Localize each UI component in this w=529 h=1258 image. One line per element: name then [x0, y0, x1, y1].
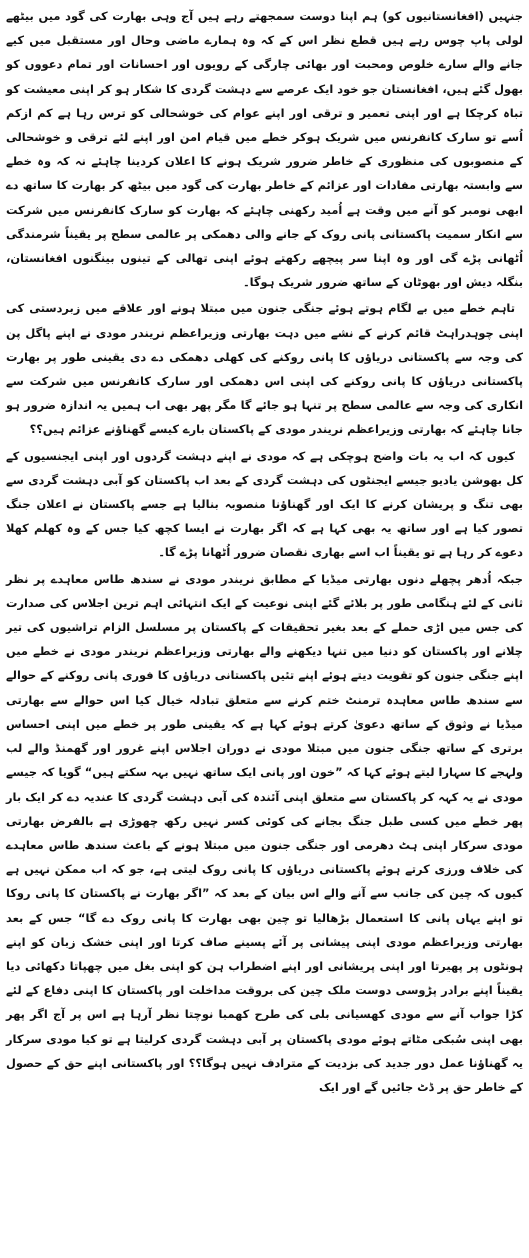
article-paragraph-3: کیوں کہ اب یہ بات واضح ہوچکی ہے کہ مودی نے اپنے دہشت گردوں اور اپنی ایجنسیوں کے کل بھوشن یادیو جیسے ایجنٹوں کی دہشت گردی کے بعد اب پاکستان کو آبی دہشت گردی سے بھی تنگ و پریشان کرنے کا ایک اور گھناؤنا منصوبہ بنالیا ہے جسے پاکستان نے اعلان جنگ تصور کیا ہے اور ساتھ یہ بھی کہا ہے کہ اگر بھارت نے ایسا کچھ کیا جس کے وہ کھلم کھلا دعوے کر رہا ہے تو یقیناً اب اسے بھاری نقصان ضرور اُٹھانا پڑے گا۔ [6, 448, 523, 560]
article-paragraph-1: جنہیں (افغانستانیوں کو) ہم اپنا دوست سمجھتے رہے ہیں آج وہی بھارت کی گود میں بیٹھے لولی پاپ چوس رہے ہیں قطع نظر اس کے کہ وہ ہمارے ماضی وحال اور مستقبل میں کیے جانے والے سارے خلوص ومحبت اور بھائی چارگی کے رویوں اور احسانات اور تمام دعووں کو بھول گئے ہیں، افغانستان جو خود ایک عرصے سے دہشت گردی کا شکار ہو کر اپنی معیشت کو تباہ کرچکا ہے اور اپنی تعمیر و ترقی اور اپنے عوام کی خوشحالی کو ترس رہا ہے کم ازکم اُسے تو سارک کانفرنس میں شریک ہوکر خطے میں قیام امن اور اپنے لئے ترقی و خوشحالی کے منصوبوں کی منظوری کے خاطر ضرور شریک ہونے کا اعلان کردینا چاہئے نہ کہ وہ خطے سے وابستہ بھارتی مفادات اور عزائم کے خاطر بھارت کی گود میں بیٹھ کر بھارت کا ساتھ دے ابھی نومبر کو آنے میں وقت ہے اُمید رکھنی چاہئے کہ بھارت کو سارک کانفرنس میں شرکت سے انکار سمیت پاکستانی پانی روک کے جانے والی دھمکی پر عالمی سطح پر یقیناً شرمندگی اُٹھانی پڑے گی اور وہ اپنا سر پیچھے رکھتے ہوئے اپنی تھالی کے تینوں بینگنوں افغانستان، بنگلہ دیش اور بھوٹان کے ساتھ ضرور شریک ہوگا۔ [6, 9, 523, 290]
article-paragraph-4: جبکہ اُدھر پچھلے دنوں بھارتی میڈیا کے مطابق نریندر مودی نے سندھ طاس معاہدے پر نظر ثانی کے لئے ہنگامی طور پر بلائے گئے اپنی نوعیت کے ایک انتہائی اہم ترین اجلاس کی صدارت کی جس میں اڑی حملے کے بعد بغیر تحقیقات کے پاکستان پر مسلسل الزام تراشیوں کی تیر چلانے اور پاکستان کو دنیا میں تنہا دیکھنے والے بھارتی وزیراعظم نریندر مودی نے خطے میں اپنے جنگی جنون کو تقویت دیتے ہوئے اپنے تئیں پاکستانی دریاؤں کا فوری پانی روکنے کے حوالے سے سندھ طاس معاہدہ ترمنٹ ختم کرنے سے متعلق تبادلہ خیال کیا اس حوالے سے بھارتی میڈیا نے وثوق کے ساتھ دعویٰ کرتے ہوئے کہا ہے کہ یقینی طور پر خطے میں اپنی احساس برتری کے ساتھ جنگی جنون میں مبتلا مودی نے دوران اجلاس اپنے غرور اور گھمنڈ والے لب ولہجے کا سہارا لیتے ہوئے کہا کہ ”خون اور پانی ایک ساتھ نہیں بہہ سکتے ہیں“ گویا کہ جیسے مودی نے یہ کہہ کر پاکستان سے متعلق اپنی آئندہ کی آبی دہشت گردی کا عندیہ دے کر ایک بار پھر خطے میں کسی طبل جنگ بجانے کی کوئی کسر نہیں رکھ چھوڑی ہے بالفرض بھارتی مودی سرکار اپنی ہٹ دھرمی اور جنگی جنون میں مبتلا ہونے کے باعث سندھ طاس معاہدے کی خلاف ورزی کرتے ہوئے پاکستانی دریاؤں کا پانی روک لیتی ہے، جو کہ اب ممکن نہیں ہے کیوں کہ چین کی جانب سے آنے والے اس بیان کے بعد کہ ”اگر بھارت نے پاکستان کا پانی روکا تو اپنے یہاں پانی کا استعمال بڑھالیا تو چین بھی بھارت کا پانی روک دے گا“ جس کے بعد بھارتی وزیراعظم مودی اپنی پیشانی پر آئے پسینے صاف کرتا اور اپنی خشک زبان کو اپنے ہونٹوں پر پھیرتا اور اپنی پریشانی اور اپنے اضطراب ہن کو اپنی بغل میں چھپاتا دکھائی دیا یقیناً اپنے برادر پڑوسی دوست ملک چین کی بروقت مداخلت اور پاکستان کا اپنی دفاع کے لئے کڑا جواب آنے سے مودی کھسیانی بلی کی طرح کھمبا نوچتا نظر آرہا ہے اس پر آج اگر پھر بھی اپنی سُبکی مٹاتے ہوئے مودی پاکستان پر آبی دہشت گردی کرلیتا ہے تو کیا مودی سرکار یہ گھناؤنا عمل دور جدید کی بزدیت کے مترادف نہیں ہوگا؟؟ اور پاکستانی اپنے حق کے حصول کے خاطر حق پر ڈٹ جائیں گے اور ایک [6, 571, 523, 1094]
article-paragraph-2: تاہم خطے میں بے لگام ہوتے ہوئے جنگی جنون میں مبتلا ہونے اور علاقے میں زبردستی کی اپنی چوہدراہٹ قائم کرنے کے نشے میں دہت بھارتی وزیراعظم نریندر مودی نے اپنے پاگل پن کی وجہ سے پاکستانی دریاؤں کا پانی روکنے کی کھلی دھمکی دے دی یقینی طور پر بھارت پاکستانی دریاؤں کا پانی روکنے کی اپنی اس دھمکی اور سارک کانفرنس میں شرکت سے انکاری کی وجہ سے عالمی سطح پر تنہا ہو جائے گا مگر پھر بھی اب ہمیں یہ اندازہ ضرور ہو جانا چاہئے کہ بھارتی وزیراعظم نریندر مودی کے پاکستان بارے کیسے گھناؤنے عزائم ہیں؟؟ [6, 301, 523, 437]
